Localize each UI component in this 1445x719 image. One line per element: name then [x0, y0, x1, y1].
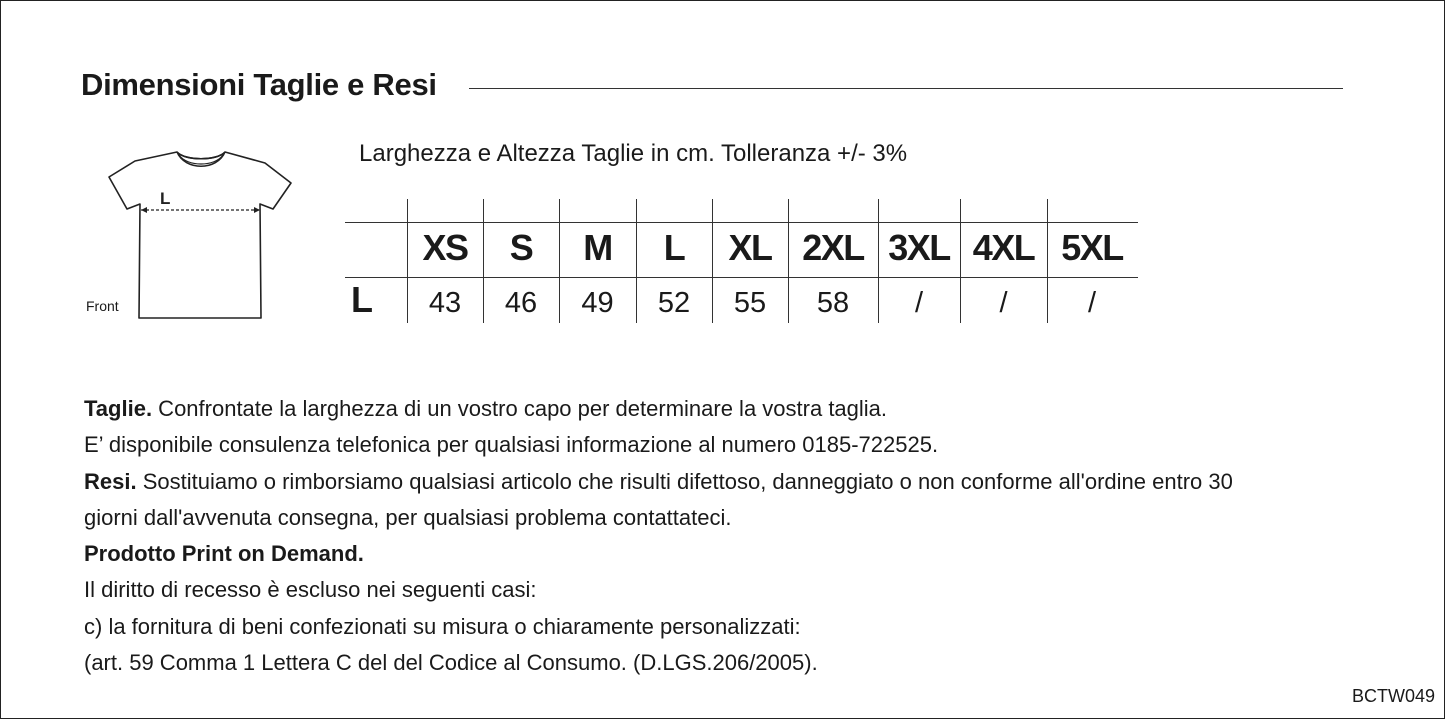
size-value-3xl: /	[914, 286, 924, 319]
resi-heading: Resi.	[84, 468, 137, 494]
clause-c-line: c) la fornitura di beni confezionati su misura o chiaramente personalizzati:	[84, 613, 801, 639]
size-value-xl: 55	[733, 286, 767, 319]
table-top-rule	[345, 222, 1138, 223]
resi-line-2: giorni dall'avvenuta consegna, per qualsiasi problema contattateci.	[84, 504, 732, 530]
size-header-4xl: 4XL	[972, 227, 1035, 268]
taglie-text: Confrontate la larghezza di un vostro capo per determinare la vostra taglia.	[152, 396, 888, 421]
resi-text: Sostituiamo o rimborsiamo qualsiasi articolo che risulti difettoso, danneggiato o non conforme all'ordine entro 30	[136, 468, 1233, 494]
size-value-m: 49	[581, 286, 614, 319]
size-table	[345, 199, 1138, 324]
size-header-2xl: 2XL	[802, 227, 864, 268]
size-header-5xl: 5XL	[1061, 227, 1123, 268]
table-caption: Larghezza e Altezza Taglie in cm. Tolleranza +/- 3%	[359, 140, 908, 167]
title-divider	[469, 88, 1343, 89]
row-label-width: L	[351, 279, 373, 320]
size-value-l: 52	[657, 286, 691, 319]
pod-heading: Prodotto Print on Demand.	[84, 541, 364, 567]
info-text	[84, 391, 1233, 681]
size-header-m: M	[583, 227, 612, 268]
size-header-xl: XL	[728, 227, 772, 268]
page-title: Dimensioni Taglie e Resi	[81, 67, 437, 102]
resi-paragraph	[84, 464, 1233, 500]
size-header-l: L	[663, 227, 685, 268]
front-label: Front	[86, 298, 119, 314]
size-header-xs: XS	[422, 227, 468, 268]
consulenza-line: E’ disponibile consulenza telefonica per qualsiasi informazione al numero 0185-722525.	[84, 432, 939, 458]
recesso-line: Il diritto di recesso è escluso nei seguenti casi:	[84, 577, 537, 603]
taglie-paragraph	[84, 391, 1233, 427]
size-value-s: 46	[504, 286, 538, 319]
table-mid-rule	[345, 277, 1138, 278]
tshirt-outline-icon	[105, 146, 295, 326]
law-reference: (art. 59 Comma 1 Lettera C del del Codice al Consumo. (D.LGS.206/2005).	[84, 650, 818, 676]
size-header-3xl: 3XL	[888, 227, 950, 268]
taglie-heading: Taglie.	[84, 396, 153, 421]
size-value-4xl: /	[999, 286, 1008, 319]
size-value-5xl: /	[1087, 286, 1097, 319]
size-header-s: S	[509, 227, 533, 268]
product-code: BCTW049	[1351, 686, 1435, 706]
measure-label: L	[160, 189, 171, 208]
size-value-xs: 43	[428, 286, 462, 319]
size-value-2xl: 58	[816, 286, 850, 319]
